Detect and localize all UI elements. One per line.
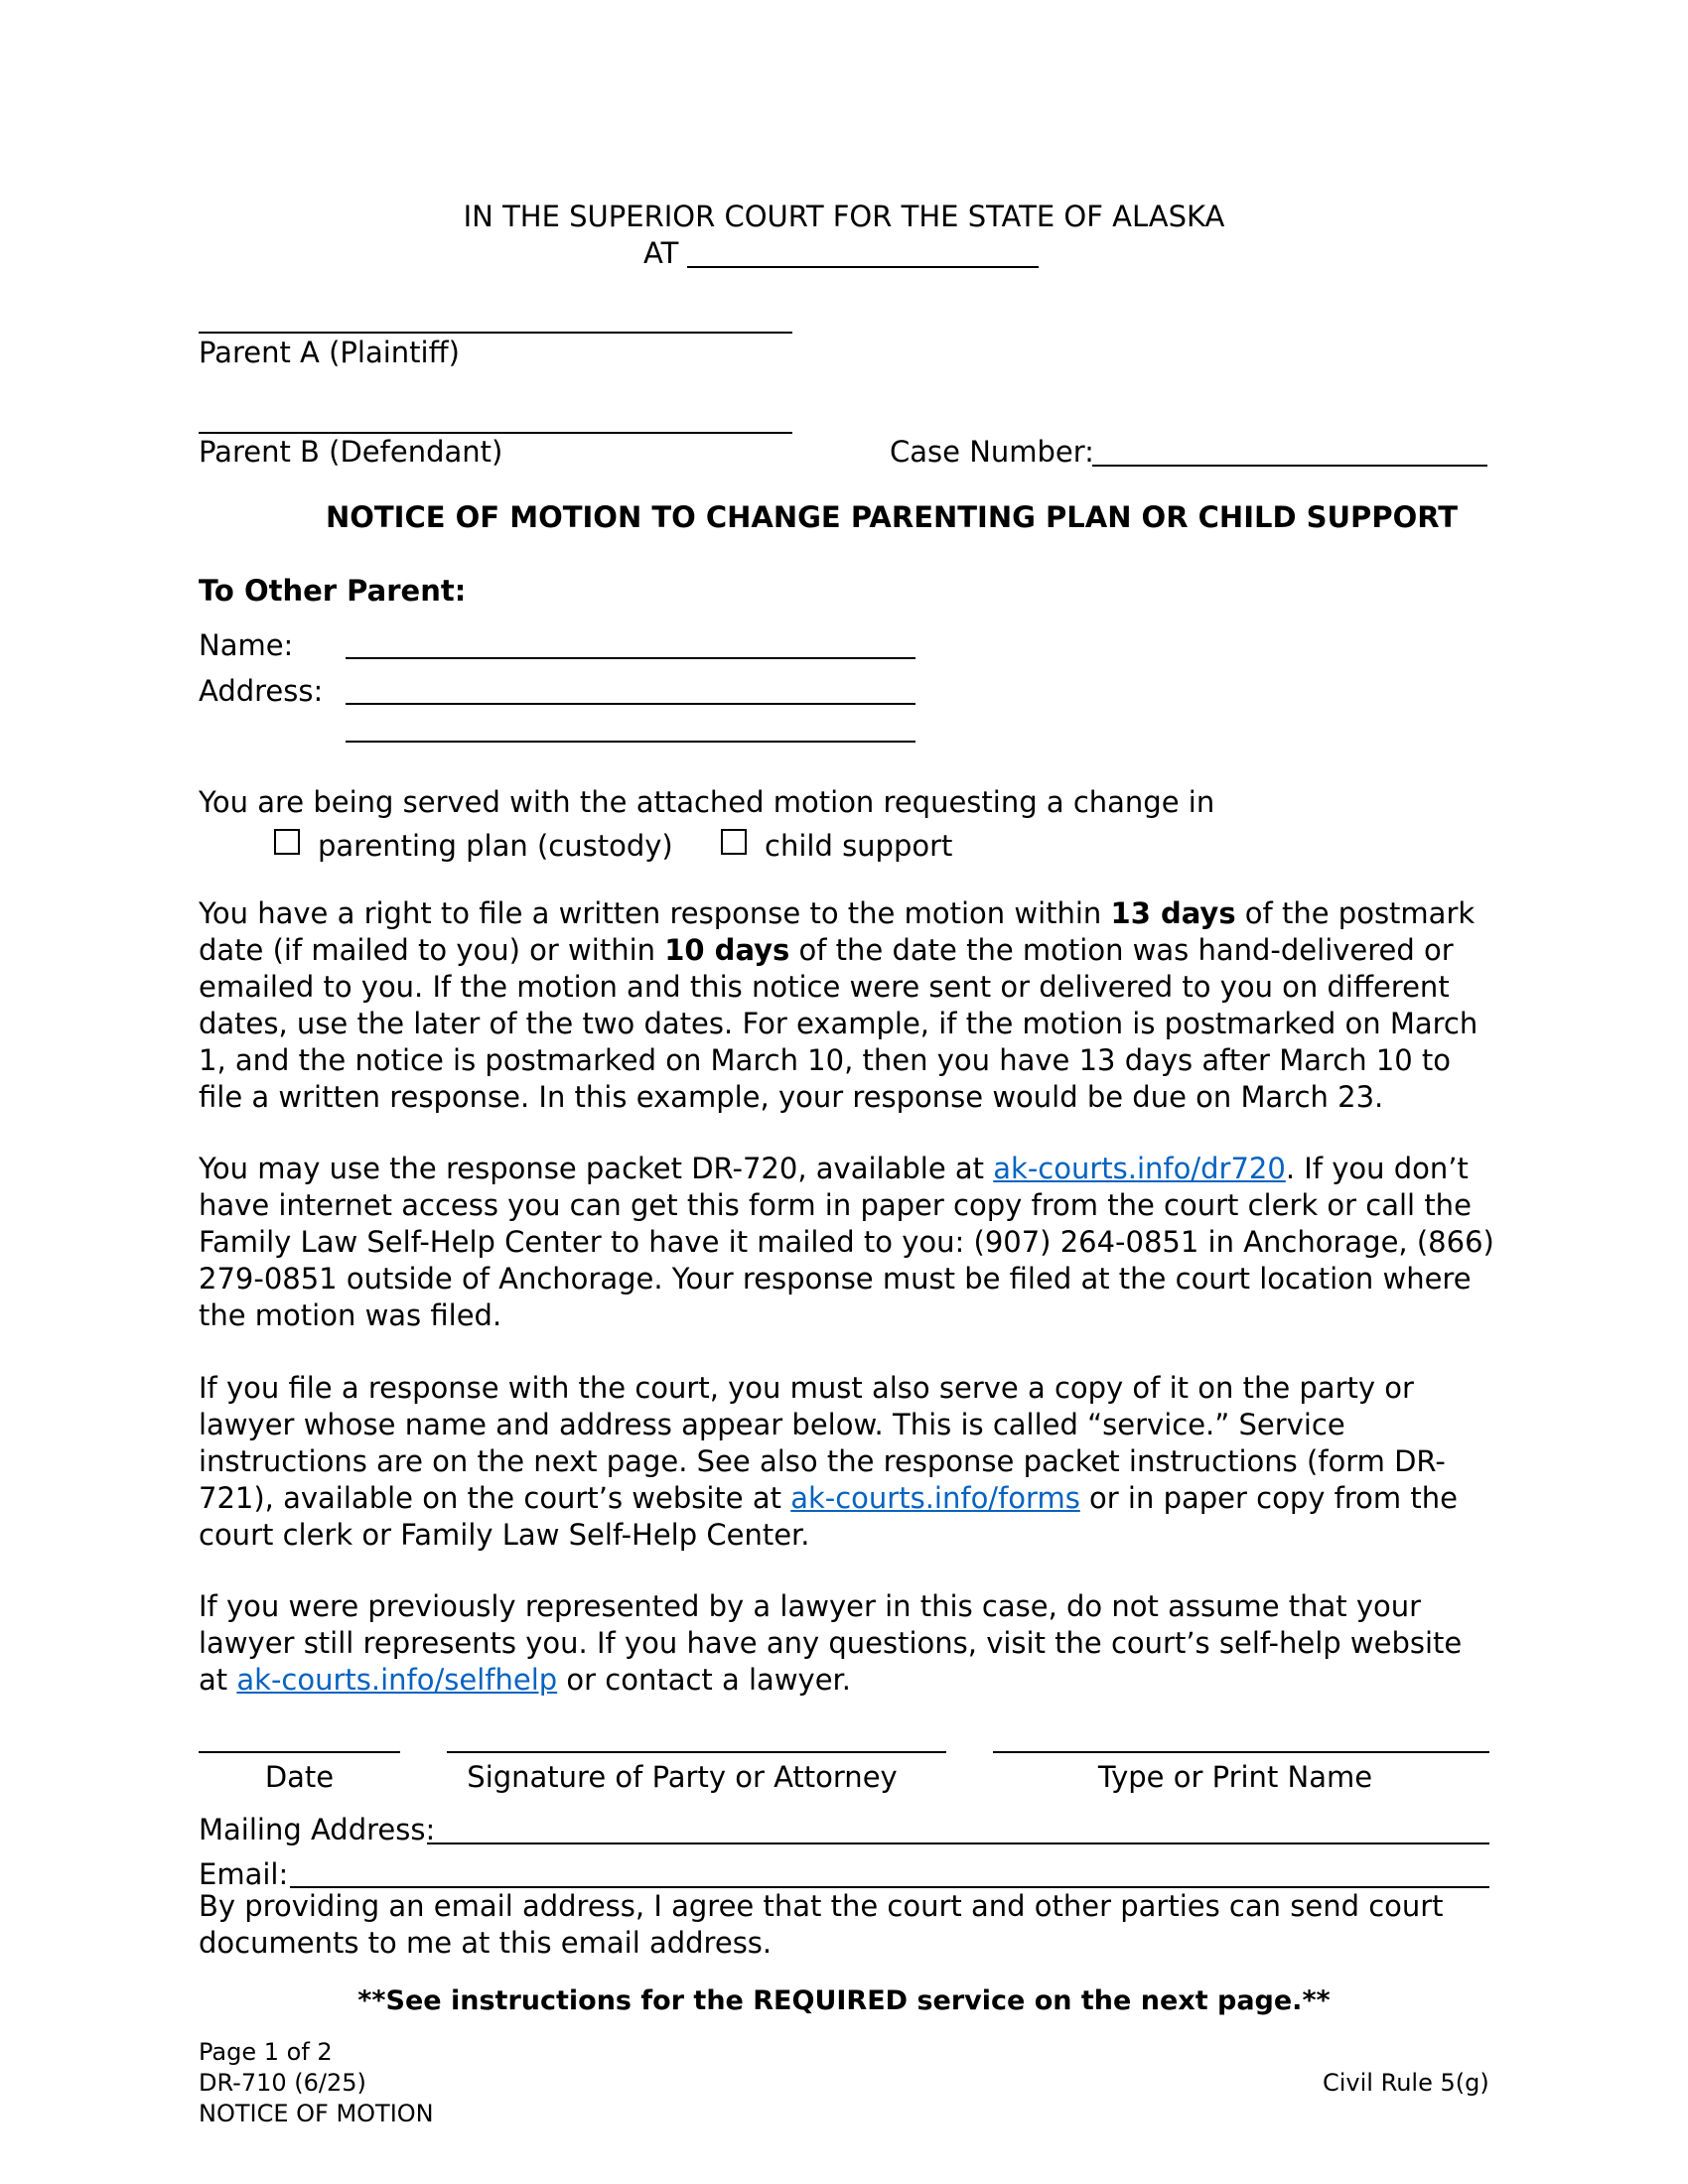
para2-text-2: . If you don’t have internet access you can get this form in paper copy from the court clerk or call the Family Law Self-Help Center to have it mailed to you: (907) 264-0851 in Anchorage, (866) 279-0851 outside of Anchorage. Your response must be filed at the court location where the motion was filed. [199, 1152, 1494, 1332]
at-label: AT [643, 236, 679, 270]
court-heading: IN THE SUPERIOR COURT FOR THE STATE OF ALASKA [463, 200, 1225, 233]
instructions-note: **See instructions for the REQUIRED service on the next page.** [357, 1985, 1331, 2016]
recipient-address-field-1[interactable] [346, 703, 915, 705]
para1-10-days: 10 days [664, 933, 790, 967]
served-intro: You are being served with the attached motion requesting a change in [199, 785, 1215, 819]
forms-link[interactable]: ak-courts.info/forms [790, 1481, 1080, 1515]
parenting-plan-label: parenting plan (custody) [318, 829, 673, 863]
para1-text-1: You have a right to file a written response to the motion within [199, 896, 1111, 930]
lawyer-paragraph [199, 1588, 1494, 1699]
para3-text-1: If you file a response with the court, you must also serve a copy of it on the party or lawyer whose name and address appear below. This is called “service.” Service instructions are on the next page. See also the response packet instructions (form DR-721), available on the court’s website at [199, 1371, 1446, 1515]
form-name: NOTICE OF MOTION [199, 2100, 434, 2127]
para1-13-days: 13 days [1110, 896, 1236, 930]
court-location-field[interactable] [687, 266, 1039, 268]
form-number: DR-710 (6/25) [199, 2069, 366, 2097]
para4-text-2: or contact a lawyer. [557, 1663, 852, 1697]
child-support-checkbox[interactable] [721, 829, 747, 855]
date-label: Date [264, 1760, 335, 1794]
document-title: NOTICE OF MOTION TO CHANGE PARENTING PLAN OR CHILD SUPPORT [325, 500, 1459, 534]
parent-b-label: Parent B (Defendant) [199, 435, 503, 469]
recipient-heading: To Other Parent: [199, 574, 467, 608]
mailing-address-label: Mailing Address: [199, 1813, 436, 1846]
date-field[interactable] [199, 1751, 400, 1753]
page-number: Page 1 of 2 [199, 2038, 333, 2066]
case-number-label: Case Number: [890, 435, 1094, 469]
selfhelp-link[interactable]: ak-courts.info/selfhelp [236, 1663, 558, 1697]
recipient-name-field[interactable] [346, 657, 915, 659]
dr720-link[interactable]: ak-courts.info/dr720 [993, 1152, 1286, 1185]
para3-text-2: or in paper copy from the court clerk or Family Law Self-Help Center. [199, 1481, 1458, 1552]
response-deadline-paragraph [199, 895, 1494, 1116]
print-name-label: Type or Print Name [1097, 1760, 1373, 1794]
mailing-address-field[interactable] [427, 1843, 1489, 1844]
email-consent: By providing an email address, I agree that the court and other parties can send court documents to me at this email address. [199, 1889, 1444, 1960]
response-packet-paragraph [199, 1151, 1494, 1334]
email-label: Email: [199, 1857, 289, 1891]
parenting-plan-checkbox[interactable] [274, 829, 300, 855]
signature-field[interactable] [447, 1751, 946, 1753]
para1-text-3: of the date the motion was hand-delivered or emailed to you. If the motion and this notice were sent or delivered to you on different dates, use the later of the two dates. For example, if the motion is postmarked on March 1, and the notice is postmarked on March 10, then you have 13 days after March 10 to file a written response. In this example, your response would be due on March 23. [199, 933, 1478, 1114]
service-paragraph [199, 1370, 1494, 1554]
parent-a-name-field[interactable] [199, 332, 792, 334]
civil-rule: Civil Rule 5(g) [1323, 2069, 1489, 2097]
address-label: Address: [199, 674, 324, 708]
case-number-field[interactable] [1092, 465, 1487, 467]
signature-label: Signature of Party or Attorney [467, 1760, 898, 1794]
name-label: Name: [199, 628, 294, 662]
parent-a-label: Parent A (Plaintiff) [199, 336, 460, 369]
para1-text-2: of the postmark date (if mailed to you) or within [199, 896, 1476, 967]
para2-text-1: You may use the response packet DR-720, available at [199, 1152, 994, 1185]
child-support-label: child support [765, 829, 953, 863]
recipient-address-field-2[interactable] [346, 741, 915, 743]
para4-text-1: If you were previously represented by a lawyer in this case, do not assume that your lawyer still represents you. If you have any questions, visit the court’s self-help website at [199, 1589, 1463, 1697]
print-name-field[interactable] [993, 1751, 1489, 1753]
